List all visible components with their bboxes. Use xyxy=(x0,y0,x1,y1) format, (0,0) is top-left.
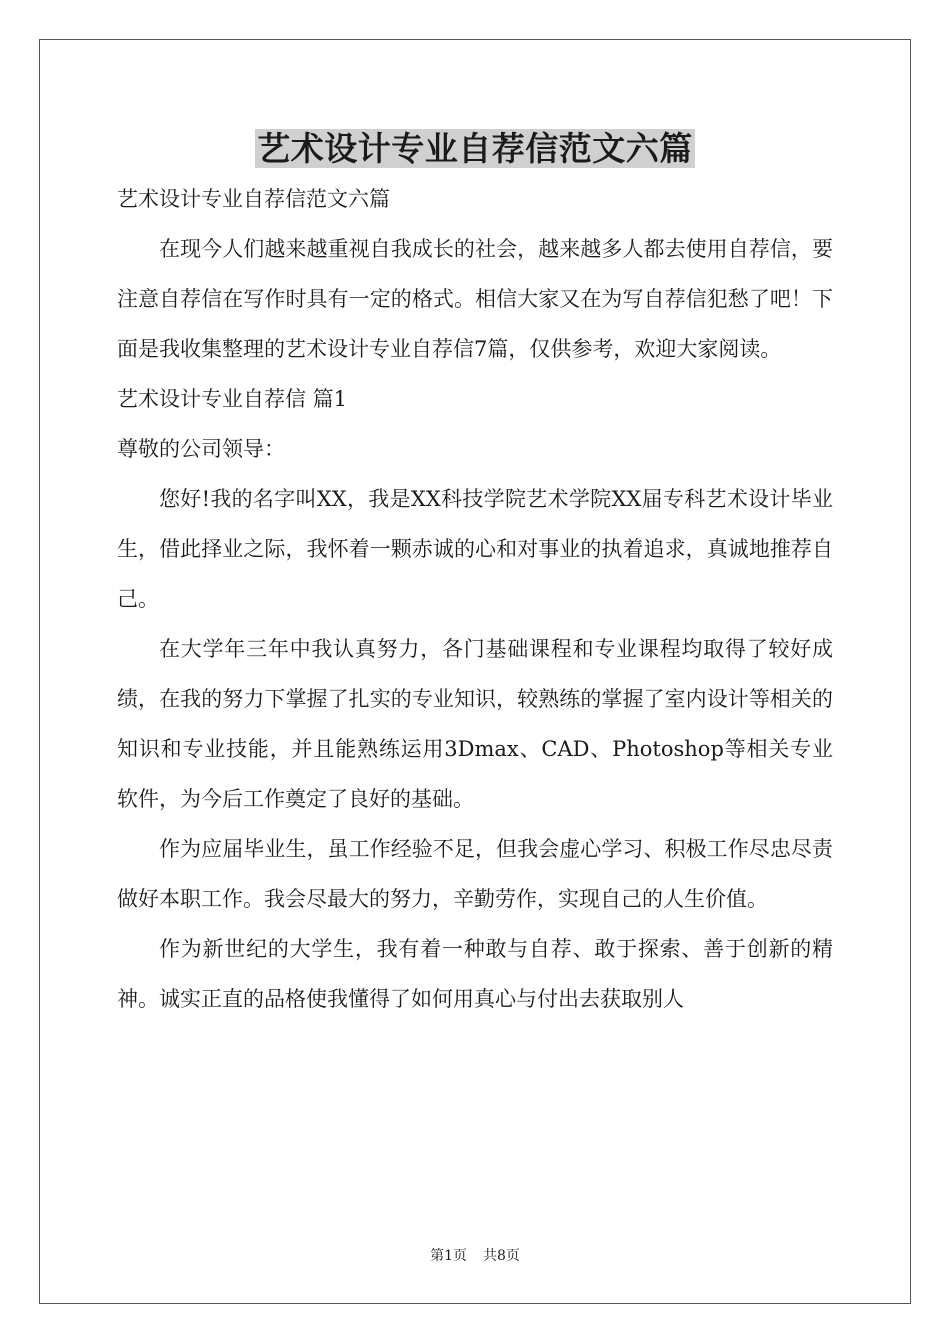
subtitle-line: 艺术设计专业自荐信范文六篇 xyxy=(117,187,390,211)
page-number: 第1页 xyxy=(430,1248,467,1264)
page-footer xyxy=(0,1246,950,1266)
body-paragraph: 作为应届毕业生，虽工作经验不足，但我会虚心学习、积极工作尽忠尽责做好本职工作。我会尽最大的努力，辛勤劳作，实现自己的人生价值。 xyxy=(117,837,833,911)
document-title-text: 艺术设计专业自荐信范文六篇 xyxy=(257,129,693,168)
body-paragraph: 您好!我的名字叫XX，我是XX科技学院艺术学院XX届专科艺术设计毕业生，借此择业之际，我怀着一颗赤诚的心和对事业的执着追求，真诚地推荐自己。 xyxy=(117,487,833,611)
document-title xyxy=(0,126,950,172)
intro-paragraph: 在现今人们越来越重视自我成长的社会，越来越多人都去使用自荐信，要注意自荐信在写作时具有一定的格式。相信大家又在为写自荐信犯愁了吧！下面是我收集整理的艺术设计专业自荐信7篇，仅供参考，欢迎大家阅读。 xyxy=(117,237,833,361)
salutation: 尊敬的公司领导： xyxy=(117,437,285,461)
body-paragraph: 在大学年三年中我认真努力，各门基础课程和专业课程均取得了较好成绩，在我的努力下掌握了扎实的专业知识，较熟练的掌握了室内设计等相关的知识和专业技能，并且能熟练运用3Dmax、CAD、Photoshop等相关专业软件，为今后工作奠定了良好的基础。 xyxy=(117,637,833,811)
body-paragraph: 作为新世纪的大学生，我有着一种敢与自荐、敢于探索、善于创新的精神。诚实正直的品格使我懂得了如何用真心与付出去获取别人 xyxy=(117,937,833,1011)
document-body xyxy=(117,174,833,1024)
page-total: 共8页 xyxy=(483,1248,520,1264)
section-heading: 艺术设计专业自荐信 篇1 xyxy=(117,387,348,411)
